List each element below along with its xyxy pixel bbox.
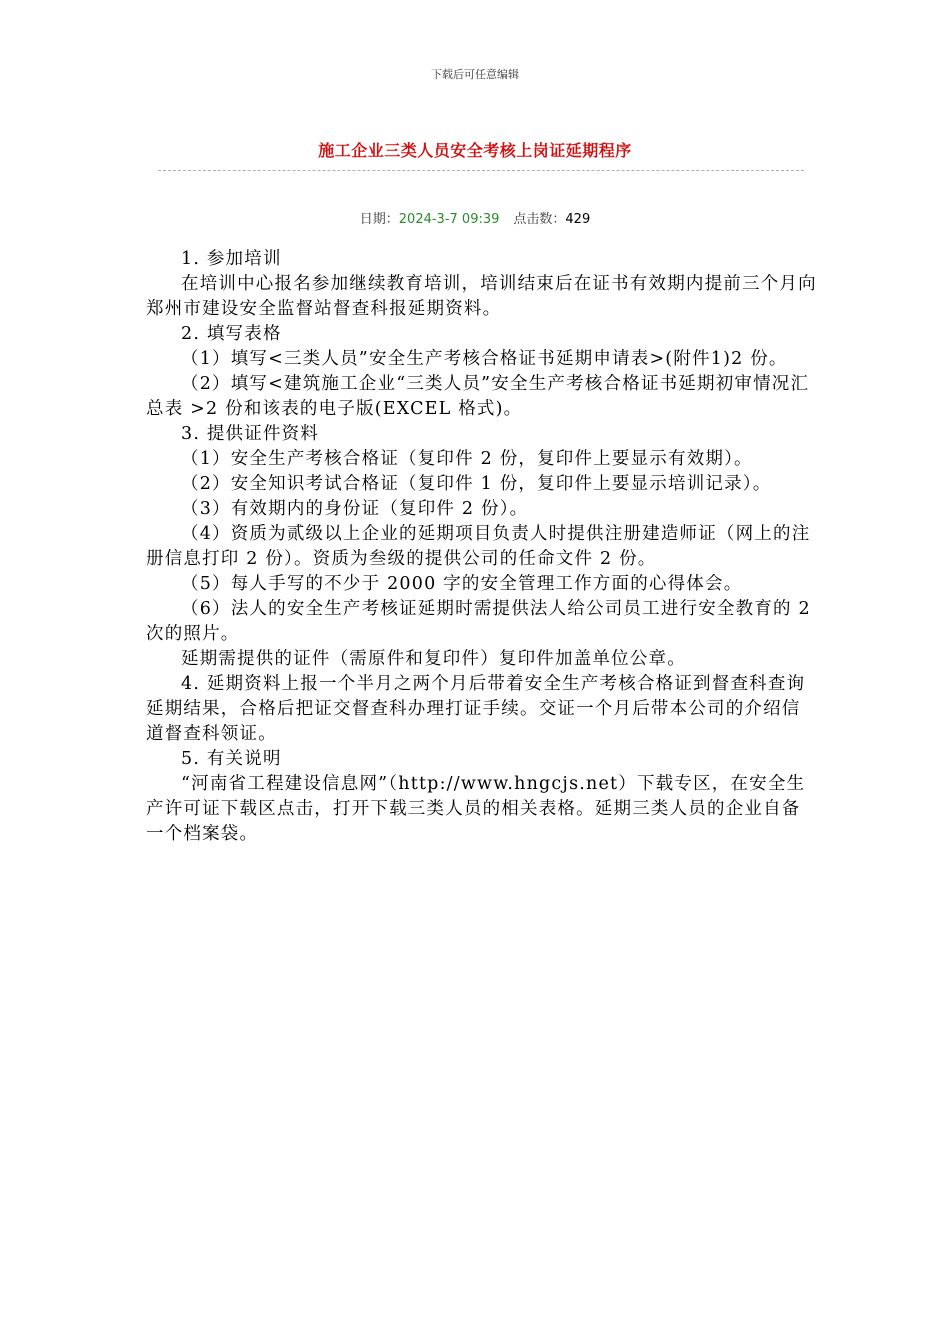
hits-value: 429: [565, 212, 591, 227]
paragraph: 4. 延期资料上报一个半月之两个月后带着安全生产考核合格证到督查科查询延期结果，合格后把证交督查科办理打证手续。交证一个月后带本公司的介绍信道督查科领证。: [146, 674, 806, 744]
paragraph: 延期需提供的证件（需原件和复印件）复印件加盖单位公章。: [181, 649, 686, 669]
date-value: 2024-3-7 09:39: [398, 212, 500, 227]
paragraph: （4）资质为贰级以上企业的延期项目负责人时提供注册建造师证（网上的注册信息打印 2 份）。资质为叁级的提供公司的任命文件 2 份。: [146, 524, 811, 569]
paragraph: （2）填写<建筑施工企业“三类人员”安全生产考核合格证书延期初审情况汇总表 >2 份和该表的电子版(EXCEL 格式)。: [146, 374, 810, 419]
paragraph: 2. 填写表格: [181, 324, 282, 344]
page-title: 施工企业三类人员安全考核上岗证延期程序: [318, 141, 632, 160]
paragraph: （2）安全知识考试合格证（复印件 1 份，复印件上要显示培训记录）。: [181, 474, 772, 494]
article-meta: [0, 208, 950, 227]
paragraph: 在培训中心报名参加继续教育培训，培训结束后在证书有效期内提前三个月向郑州市建设安全监督站督查科报延期资料。: [146, 274, 817, 319]
date-label: 日期：: [359, 212, 399, 227]
hits-label: 点击数：: [513, 212, 566, 227]
paragraph: （1）安全生产考核合格证（复印件 2 份，复印件上要显示有效期）。: [181, 449, 753, 469]
article-body: [146, 247, 818, 847]
paragraph: 1. 参加培训: [181, 249, 282, 269]
paragraph: 5. 有关说明: [181, 749, 282, 769]
paragraph: （1）填写<三类人员”安全生产考核合格证书延期申请表>(附件1)2 份。: [181, 349, 788, 369]
paragraph: “河南省工程建设信息网”（http://www.hngcjs.net）下载专区，在安全生产许可证下载区点击，打开下载三类人员的相关表格。延期三类人员的企业自备一个档案袋。: [146, 774, 806, 844]
paragraph: （6）法人的安全生产考核证延期时需提供法人给公司员工进行安全教育的 2 次的照片。: [146, 599, 811, 644]
header-note: 下载后可任意编辑: [431, 68, 519, 81]
paragraph: 3. 提供证件资料: [181, 424, 320, 444]
paragraph: （3）有效期内的身份证（复印件 2 份）。: [181, 499, 529, 519]
title-divider: [158, 170, 804, 171]
paragraph: （5）每人手写的不少于 2000 字的安全管理工作方面的心得体会。: [181, 574, 743, 594]
